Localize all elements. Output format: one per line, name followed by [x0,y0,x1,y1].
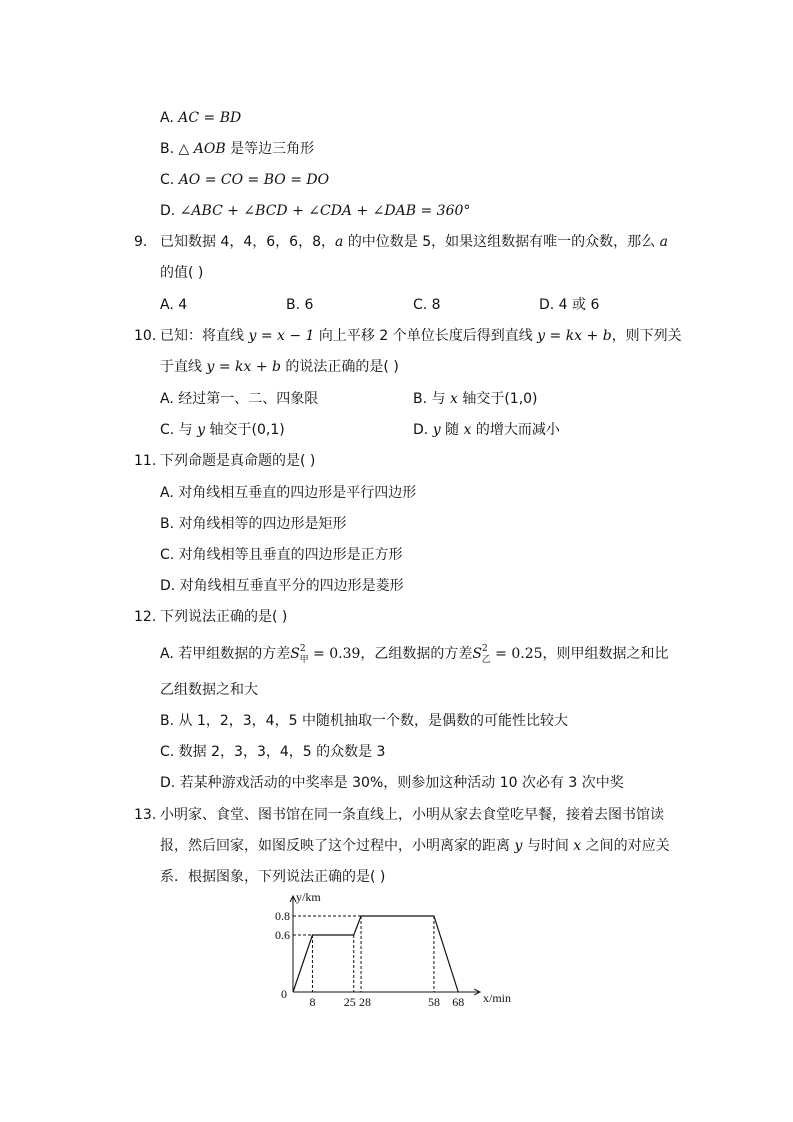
q12-option-d: D. 若某种游戏活动的中奖率是 30%，则参加这种活动 10 次必有 3 次中奖 [160,775,624,791]
y-axis-label: y/km [296,890,321,904]
q12-option-a-line1: A. 若甲组数据的方差$S^2_甲 = 0.39$，乙组数据的方差$S^2_乙 = 0.25$，则甲组数据之和比 [160,644,669,665]
q9-stem-line1: 已知数据 4，4，6，6，8，a 的中位数是 5，如果这组数据有唯一的众数，那么 a [160,234,668,250]
y-tick-label-0-6: 0.6 [275,928,290,942]
origin-label: 0 [281,987,287,1001]
q11-option-a: A. 对角线相互垂直的四边形是平行四边形 [160,485,417,501]
x-axis-label: x/min [483,991,512,1005]
q10-option-c: C. 与 y 轴交于(0,1) [160,422,285,438]
q11-option-d: D. 对角线相互垂直平分的四边形是菱形 [160,578,404,594]
q13-stem-line1: 小明家、食堂、图书馆在同一条直线上，小明从家去食堂吃早餐，接着去图书馆读 [160,807,664,823]
q12-stem: 下列说法正确的是( ) [160,609,288,625]
q10-number: 10. [134,328,157,344]
q11-option-b: B. 对角线相等的四边形是矩形 [160,516,347,532]
q8-option-b: B. △ AOB 是等边三角形 [160,141,315,157]
q12-option-a-line2: 乙组数据之和大 [160,682,258,698]
q9-option-a: A. 4 [160,297,188,313]
x-tick-label-8: 8 [309,995,316,1009]
x-tick-label-25: 25 [343,995,356,1009]
y-tick-label-0-8: 0.8 [275,909,290,923]
q9-stem-line2: 的值( ) [160,265,204,281]
q13-stem-line2: 报，然后回家，如图反映了这个过程中，小明离家的距离 y 与时间 x 之间的对应关 [160,838,670,854]
q12-option-c: C. 数据 2，3，3，4，5 的众数是 3 [160,744,386,760]
q13-stem-line3: 系．根据图象，下列说法正确的是( ) [160,869,386,885]
q9-number: 9. [134,234,148,250]
q9-option-b: B. 6 [286,297,314,313]
q10-option-d: D. y 随 x 的增大而减小 [413,422,560,438]
q10-option-b: B. 与 x 轴交于(1,0) [413,391,538,407]
q13-number: 13. [134,807,157,823]
q9-option-d: D. 4 或 6 [539,297,600,313]
x-tick-label-58: 58 [427,995,440,1009]
q12-number: 12. [134,609,157,625]
q10-stem-line1: 已知：将直线 y = x − 1 向上平移 2 个单位长度后得到直线 y = kx + b，则下列关 [160,328,682,344]
q8-option-a: A. AC = BD [160,110,242,126]
x-tick-label-68: 68 [452,995,465,1009]
q11-option-c: C. 对角线相等且垂直的四边形是正方形 [160,547,403,563]
q11-stem: 下列命题是真命题的是( ) [160,453,316,469]
q9-option-c: C. 8 [413,297,441,313]
q10-option-a: A. 经过第一、二、四象限 [160,391,319,407]
q8-option-c: C. AO = CO = BO = DO [160,172,330,188]
q12-option-b: B. 从 1，2，3，4，5 中随机抽取一个数，是偶数的可能性比较大 [160,713,568,729]
q8-option-d: D. ∠ABC + ∠BCD + ∠CDA + ∠DAB = 360° [160,203,471,219]
x-tick-label-28: 28 [359,995,372,1009]
q10-stem-line2: 于直线 y = kx + b 的说法正确的是( ) [160,359,399,375]
q11-number: 11. [134,453,157,469]
